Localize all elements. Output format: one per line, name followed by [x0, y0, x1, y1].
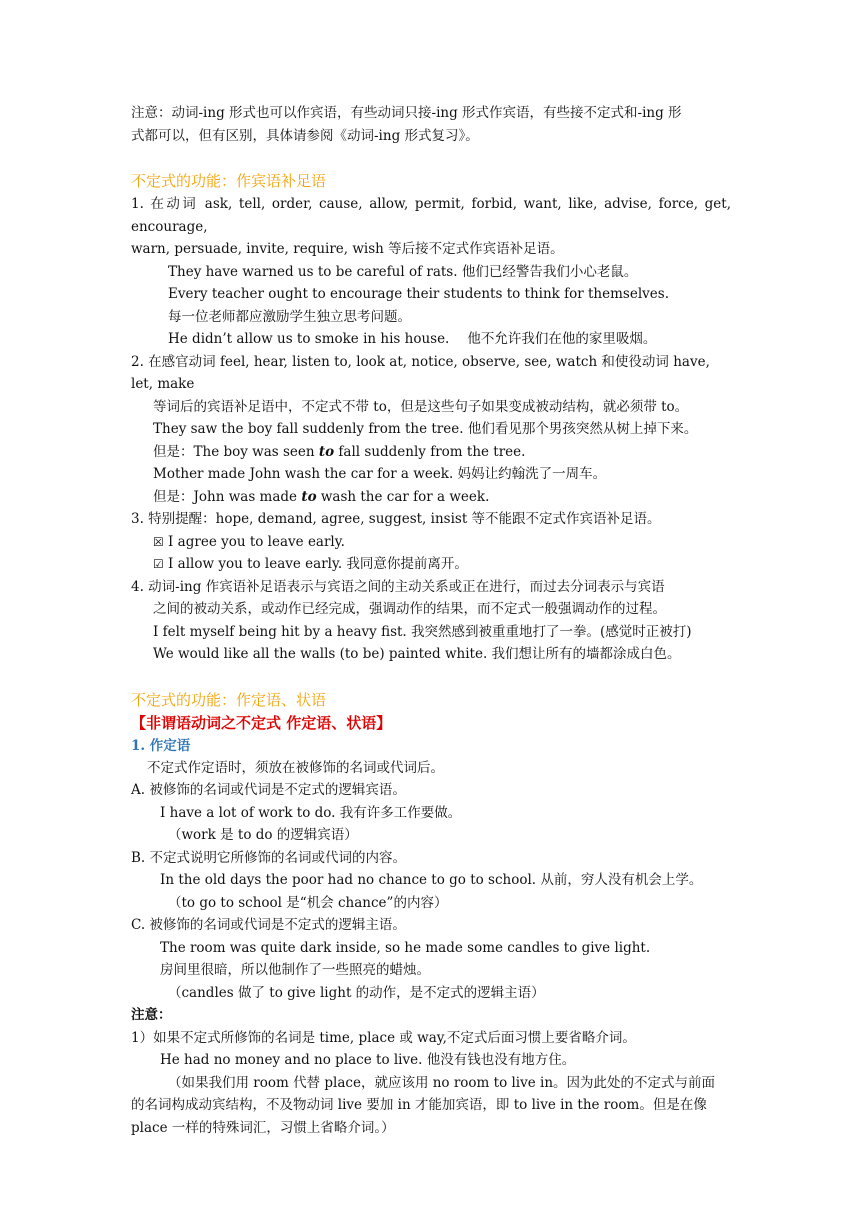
item2-line1: 2. 在感官动词 feel, hear, listen to, look at, notice, observe, see, watch 和使役动词 have, let, make — [131, 353, 710, 392]
item2-example4-pre: 但是：John was made — [153, 488, 302, 505]
item3-line1: 3. 特别提醒：hope, demand, agree, suggest, insist 等不能跟不定式作宾语补足语。 — [131, 511, 661, 527]
note1-explanation3: place 一样的特殊词汇，习惯上省略介词。） — [131, 1119, 395, 1136]
item2-example3: Mother made John wash the car for a week. 妈妈让约翰洗了一周车。 — [153, 466, 607, 482]
item4-example2: We would like all the walls (to be) painted white. 我们想让所有的墙都涂成白色。 — [153, 646, 681, 662]
item1-line1: 1. 在动词 ask, tell, order, cause, allow, permit, forbid, want, like, advise, force, get, encourage, — [131, 196, 731, 235]
point-c-label: C. 被修饰的名词或代词是不定式的逻辑主语。 — [131, 917, 406, 933]
point-b-note: （to go to school 是“机会 chance”的内容） — [168, 894, 448, 911]
section1-title: 不定式的功能：作宾语补足语 — [131, 172, 327, 190]
item2-example2-post: fall suddenly from the tree. — [334, 443, 526, 460]
spacer — [131, 666, 731, 688]
point-c-example-translation: 房间里很暗，所以他制作了一些照亮的蜡烛。 — [160, 962, 430, 978]
note1-explanation1: （如果我们用 room 代替 place，就应该用 no room to live in。因为此处的不定式与前面 — [168, 1074, 716, 1091]
point-a-label: A. 被修饰的名词或代词是不定式的逻辑宾语。 — [131, 782, 406, 798]
item2-example4-to: to — [301, 488, 317, 505]
item2-example4-post: wash the car for a week. — [316, 488, 490, 505]
item4-example1: I felt myself being hit by a heavy fist. 我突然感到被重重地打了一拳。(感觉时正被打) — [153, 623, 692, 640]
item1-line2: warn, persuade, invite, require, wish 等后接不定式作宾语补足语。 — [131, 241, 564, 257]
note1-line: 1）如果不定式所修饰的名词是 time, place 或 way,不定式后面习惯上要省略介词。 — [131, 1029, 636, 1046]
item1-example3-cn: 他不允许我们在他的家里吸烟。 — [467, 331, 657, 347]
item3-right-example — [131, 553, 731, 576]
note-label: 注意： — [131, 1007, 172, 1023]
point-c-example: The room was quite dark inside, so he made some candles to give light. — [160, 939, 651, 956]
note-top-line2: 式都可以，但有区别，具体请参阅《动词-ing 形式复习》。 — [131, 127, 479, 144]
document-page — [131, 102, 731, 1139]
note1-example: He had no money and no place to live. 他没有钱也没有地方住。 — [160, 1052, 576, 1068]
item2-example2 — [131, 441, 731, 464]
item2-example4 — [131, 486, 731, 509]
wrong-checkbox-icon: ☒ — [153, 534, 164, 549]
item3-wrong-text: I agree you to leave early. — [163, 533, 345, 550]
note1-explanation2: 的名词构成动宾结构，不及物动词 live 要加 in 才能加宾语，即 to live in the room。但是在像 — [131, 1097, 707, 1113]
item1-example2: Every teacher ought to encourage their students to think for themselves. — [168, 286, 669, 302]
point-a-note: （work 是 to do 的逻辑宾语） — [168, 827, 358, 843]
point-b-example: In the old days the poor had no chance to go to school. 从前，穷人没有机会上学。 — [160, 872, 703, 888]
item1-example2-translation: 每一位老师都应激励学生独立思考问题。 — [168, 308, 411, 325]
item2-example2-to: to — [318, 443, 335, 460]
item3-right-text: I allow you to leave early. 我同意你提前离开。 — [163, 556, 468, 572]
section2-red-title: 【非谓语动词之不定式 作定语、状语】 — [131, 713, 392, 732]
item1-example3-en: He didn’t allow us to smoke in his house. — [168, 331, 450, 347]
item2-example1: They saw the boy fall suddenly from the tree. 他们看见那个男孩突然从树上掉下来。 — [153, 421, 698, 437]
point-b-label: B. 不定式说明它所修饰的名词或代词的内容。 — [131, 849, 407, 866]
item2-example2-pre: 但是：The boy was seen — [153, 443, 319, 460]
item1-example1: They have warned us to be careful of rats. 他们已经警告我们小心老鼠。 — [168, 263, 638, 280]
subsection-title: 1. 作定语 — [131, 737, 191, 754]
item2-line2: 等词后的宾语补足语中，不定式不带 to，但是这些句子如果变成被动结构，就必须带 to。 — [153, 398, 689, 415]
point-a-example: I have a lot of work to do. 我有许多工作要做。 — [160, 804, 462, 821]
subsection-intro: 不定式作定语时，须放在被修饰的名词或代词后。 — [147, 759, 444, 776]
note-top-line1: 注意：动词-ing 形式也可以作宾语，有些动词只接-ing 形式作宾语，有些接不定式和-ing 形 — [131, 105, 682, 121]
item4-line2: 之间的被动关系，或动作已经完成，强调动作的结果，而不定式一般强调动作的过程。 — [153, 601, 666, 617]
spacer — [131, 147, 731, 169]
item3-wrong-example — [131, 531, 731, 554]
section2-title: 不定式的功能：作定语、状语 — [131, 690, 327, 709]
point-c-note: （candles 做了 to give light 的动作，是不定式的逻辑主语） — [168, 984, 545, 1001]
item1-example3 — [131, 328, 731, 351]
item4-line1: 4. 动词-ing 作宾语补足语表示与宾语之间的主动关系或正在进行，而过去分词表示与宾语 — [131, 578, 665, 595]
check-checkbox-icon: ☑ — [153, 557, 164, 571]
